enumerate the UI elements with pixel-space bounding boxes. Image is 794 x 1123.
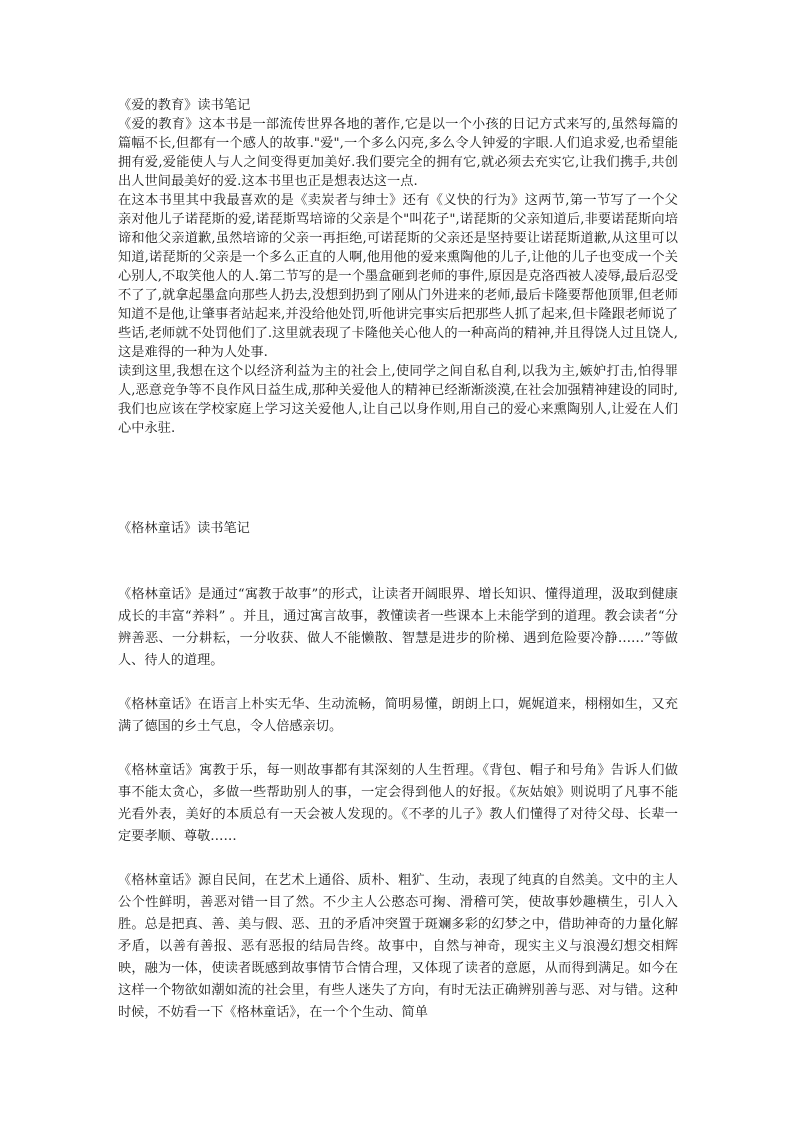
doc2-paragraph-2: 《格林童话》在语言上朴实无华、生动流畅，简明易懂，朗朗上口，娓娓道来，栩栩如生，又充满了德国的乡土气息，令人倍感亲切。: [118, 697, 678, 734]
doc2-paragraph-4: 《格林童话》源自民间，在艺术上通俗、质朴、粗犷、生动，表现了纯真的自然美。文中的主人公个性鲜明，善恶对错一目了然。不少主人公憨态可掬、滑稽可笑，使故事妙趣横生，引人入胜。总是把真、善、美与假、恶、丑的矛盾冲突置于斑斓多彩的幻梦之中，借助神奇的力量化解矛盾，以善有善报、恶有恶报的结局告终。故事中，自然与神奇，现实主义与浪漫幻想交相辉映，融为一体，使读者既感到故事情节合情合理，又体现了读者的意愿，从而得到满足。如今在这样一个物欲如潮如流的社会里，有些人迷失了方向，有时无法正确辨别善与恶、对与错。这种时候，不妨看一下《格林童话》，在一个个生动、简单: [118, 873, 678, 1020]
doc2-paragraph-1: 《格林童话》是通过“寓教于故事”的形式，让读者开阔眼界、增长知识、懂得道理，汲取到健康成长的丰富“养料” 。并且，通过寓言故事，教懂读者一些课本上未能学到的道理。教会读者“分辨善恶、一分耕耘，一分收获、做人不能懒散、智慧是进步的阶梯、遇到危险要冷静……”等做人、待人的道理。: [118, 587, 678, 668]
grimm-fairy-tales-notes: [118, 518, 678, 1024]
document-page: [118, 96, 678, 1046]
doc1-title: 《爱的教育》读书笔记: [118, 98, 251, 113]
love-education-notes: [118, 96, 678, 438]
doc1-paragraph-2: 在这本书里其中我最喜欢的是《卖炭者与绅士》还有《义快的行为》这两节,第一节写了一个父亲对他儿子诺琵斯的爱,诺琵斯骂培谛的父亲是个"叫花子",诺琵斯的父亲知道后,非要诺琵斯向培谛和他父亲道歉,虽然培谛的父亲一再拒绝,可诺琵斯的父亲还是坚持要让诺琵斯道歉,从这里可以知道,诺琵斯的父亲是一个多么正直的人啊,他用他的爱来熏陶他的儿子,让他的儿子也变成一个关心别人,不取笑他人的人.第二节写的是一个墨盒砸到老师的事件,原因是克洛西被人凌辱,最后忍受不了了,就拿起墨盒向那些人扔去,没想到扔到了刚从门外进来的老师,最后卡隆要帮他顶罪,但老师知道不是他,让肇事者站起来,并没给他处罚,听他讲完事实后把那些人抓了起来,但卡隆跟老师说了些话,老师就不处罚他们了.这里就表现了卡隆他关心他人的一种高尚的精神,并且得饶人过且饶人,这是难得的一种为人处事.: [118, 193, 678, 360]
doc2-title: 《格林童话》读书笔记: [118, 521, 250, 536]
doc1-paragraph-3: 读到这里,我想在这个以经济利益为主的社会上,使同学之间自私自利,以我为主,嫉妒打击,怕得罪人,恶意竞争等不良作风日益生成,那种关爱他人的精神已经渐渐淡漠,在社会加强精神建设的同时,我们也应该在学校家庭上学习这关爱他人,让自己以身作则,用自己的爱心来熏陶别人,让爱在人们心中永驻.: [118, 364, 678, 436]
doc2-paragraph-3: 《格林童话》寓教于乐，每一则故事都有其深刻的人生哲理。《背包、帽子和号角》告诉人们做事不能太贪心，多做一些帮助别人的事，一定会得到他人的好报。《灰姑娘》则说明了凡事不能光看外表，美好的本质总有一天会被人发现的。《不孝的儿子》教人们懂得了对待父母、长辈一定要孝顺、尊敬……: [118, 763, 678, 844]
doc1-paragraph-1: 《爱的教育》这本书是一部流传世界各地的著作,它是以一个小孩的日记方式来写的,虽然每篇的篇幅不长,但都有一个感人的故事."爱",一个多么闪亮,多么令人钟爱的字眼.人们追求爱,也希望能拥有爱,爱能使人与人之间变得更加美好.我们要完全的拥有它,就必须去充实它,让我们携手,共创出人世间最美好的爱.这本书里也正是想表达这一点.: [118, 117, 678, 189]
